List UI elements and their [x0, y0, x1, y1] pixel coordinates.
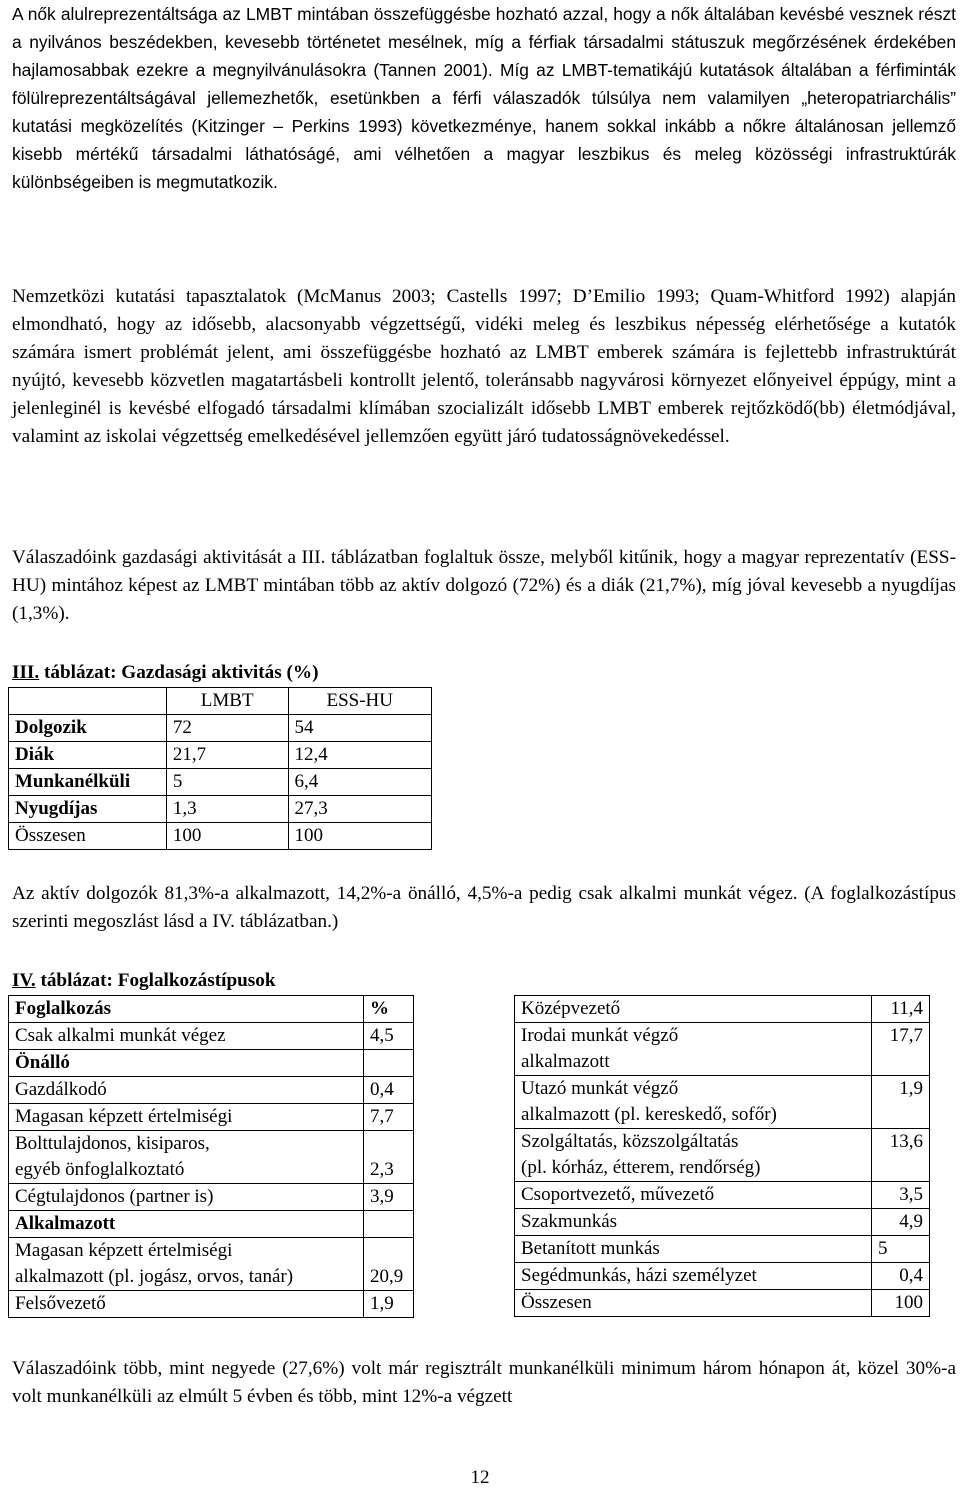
table-cell: 3,9 — [364, 1184, 414, 1211]
table-cell: Dolgozik — [9, 715, 167, 742]
table-row — [515, 996, 930, 1023]
table-cell: Összesen — [9, 823, 167, 850]
table-cell: 5 — [872, 1236, 930, 1263]
page-number: 12 — [470, 1467, 490, 1488]
table3-title — [12, 659, 318, 687]
paragraph-economic-activity: Válaszadóink gazdasági aktivitását a III. táblázatban foglaltuk össze, melyből kitűnik, hogy a magyar reprezentatív (ESS-HU) mintához képest az LMBT mintában több az aktív dolgozó (72%) és a diák (21,7%), míg jóval kevesebb a nyugdíjas (1,3%). — [12, 547, 956, 624]
table4-right — [514, 995, 930, 1317]
table-cell: Cégtulajdonos (partner is) — [9, 1184, 364, 1211]
table-row — [9, 1131, 414, 1184]
table-cell: 20,9 — [364, 1238, 414, 1291]
table-cell: Felsővezető — [9, 1291, 364, 1318]
table-row — [515, 1076, 930, 1129]
table-cell: Nyugdíjas — [9, 796, 167, 823]
table4-title-number: IV. — [12, 970, 36, 991]
paragraph-intro-sentence-b: Míg az LMBT-tematikájú kutatások általában a férfiminták fölülreprezentáltságával jellemezhetők, esetünkben a férfi válaszadók túlsúlya nem valamilyen „heteropatriarchális” kutatási megközelítés (Kitzinger – Perkins 1993) következménye, hanem sokkal inkább a nőkre általánosan jellemző kisebb mértékű társadalmi láthatóságé, ami vélhetően a magyar leszbikus és meleg közösségi infrastruktúrák különbségeiben is megmutatkozik. — [12, 60, 956, 192]
table-row — [515, 1236, 930, 1263]
table-cell: Betanított munkás — [515, 1236, 872, 1263]
table-row — [9, 1077, 414, 1104]
table-cell — [364, 1050, 414, 1077]
table-cell: 1,9 — [872, 1076, 930, 1129]
table-cell: 4,5 — [364, 1023, 414, 1050]
table-cell: Magasan képzett értelmiségi — [9, 1104, 364, 1131]
table-row — [515, 1129, 930, 1182]
table-cell — [515, 1023, 872, 1076]
paragraph-intro-sentence-a: A nők alulreprezentáltsága az LMBT mintában összefüggésbe hozható azzal, hogy a nők általában kevésbé vesznek részt a nyilvános beszédekben, kevesebb történetet mesélnek, míg a férfiak társadalmi státuszuk megőrzésének érdekében hajlamosabbak ezekre a megnyilvánulásokra (Tannen 2001). — [12, 4, 956, 80]
table-cell: 100 — [872, 1290, 930, 1317]
cell-line: alkalmazott (pl. jogász, orvos, tanár) — [15, 1266, 294, 1287]
table-cell: 27,3 — [288, 796, 432, 823]
cell-line: Utazó munkát végző — [521, 1078, 679, 1099]
paragraph-unemployment: Válaszadóink több, mint negyede (27,6%) volt már regisztrált munkanélküli minimum három hónapon át, közel 30%-a volt munkanélküli az elmúlt 5 évben és több, mint 12%-a végzett — [12, 1358, 956, 1407]
cell-line: (pl. kórház, étterem, rendőrség) — [521, 1157, 761, 1178]
table-cell: 12,4 — [288, 742, 432, 769]
table-cell: 3,5 — [872, 1182, 930, 1209]
table-row — [9, 742, 432, 769]
table-cell: 1,3 — [166, 796, 288, 823]
table-cell — [364, 1211, 414, 1238]
paragraph-active-workers: Az aktív dolgozók 81,3%-a alkalmazott, 14,2%-a önálló, 4,5%-a pedig csak alkalmi munkát végez. (A foglalkozástípus szerinti megoszlást lásd a IV. táblázatban.) — [12, 883, 956, 932]
table-header-cell: % — [364, 996, 414, 1023]
table-row — [9, 1104, 414, 1131]
table-row — [9, 715, 432, 742]
paragraph-intro — [12, 0, 956, 252]
cell-line: alkalmazott — [521, 1051, 610, 1072]
cell-line: egyéb önfoglalkoztató — [15, 1159, 185, 1180]
table-header-cell: Foglalkozás — [9, 996, 364, 1023]
cell-line: Bolttulajdonos, kisiparos, — [15, 1133, 210, 1154]
table-cell: 6,4 — [288, 769, 432, 796]
table-cell: 11,4 — [872, 996, 930, 1023]
table4-title — [12, 967, 276, 995]
table-cell: Alkalmazott — [9, 1211, 364, 1238]
table-row — [515, 1023, 930, 1076]
table-row — [515, 1290, 930, 1317]
table-row — [9, 1184, 414, 1211]
table-cell: 5 — [166, 769, 288, 796]
table-row — [9, 1211, 414, 1238]
table-cell — [9, 1131, 364, 1184]
table-cell: 2,3 — [364, 1131, 414, 1184]
table-row — [9, 796, 432, 823]
table-cell: 21,7 — [166, 742, 288, 769]
table-row — [9, 1291, 414, 1318]
table-cell: Összesen — [515, 1290, 872, 1317]
table-row — [9, 688, 432, 715]
table3 — [8, 687, 432, 850]
table-row — [9, 769, 432, 796]
table-cell: Középvezető — [515, 996, 872, 1023]
table-row — [9, 823, 432, 850]
table-row — [9, 1050, 414, 1077]
table-cell: 17,7 — [872, 1023, 930, 1076]
table-row — [515, 1263, 930, 1290]
table-header-cell: LMBT — [166, 688, 288, 715]
table-cell: 13,6 — [872, 1129, 930, 1182]
table-cell: 100 — [166, 823, 288, 850]
table-cell: 1,9 — [364, 1291, 414, 1318]
table-cell: 0,4 — [364, 1077, 414, 1104]
table-cell: Szakmunkás — [515, 1209, 872, 1236]
table-cell: 7,7 — [364, 1104, 414, 1131]
table-cell: Munkanélküli — [9, 769, 167, 796]
table-cell: Segédmunkás, házi személyzet — [515, 1263, 872, 1290]
table4-left — [8, 995, 414, 1318]
table-cell: 0,4 — [872, 1263, 930, 1290]
table-cell: 4,9 — [872, 1209, 930, 1236]
cell-line: Irodai munkát végző — [521, 1025, 679, 1046]
table-cell: 100 — [288, 823, 432, 850]
table-cell: 72 — [166, 715, 288, 742]
table-row — [9, 996, 414, 1023]
table3-title-number: III. — [12, 662, 40, 683]
table-cell — [515, 1076, 872, 1129]
cell-line: Magasan képzett értelmiségi — [15, 1240, 233, 1261]
table-cell: 54 — [288, 715, 432, 742]
table3-title-text: táblázat: Gazdasági aktivitás (%) — [39, 662, 319, 683]
table-cell: Gazdálkodó — [9, 1077, 364, 1104]
table-row — [9, 1238, 414, 1291]
table-cell — [515, 1129, 872, 1182]
paragraph-international: Nemzetközi kutatási tapasztalatok (McManus 2003; Castells 1997; D’Emilio 1993; Quam-Whitford 1992) alapján elmondható, hogy az idősebb, alacsonyabb végzettségű, vidéki meleg és leszbikus népesség elérhetősége a kutatók számára ismert problémát jelent, ami összefüggésbe hozható az LMBT emberek számára is fejlettebb infrastruktúrát nyújtó, kevesebb közvetlen magatartásbeli kontrollt jelentő, toleránsabb nagyvárosi környezet előnyeivel éppúgy, mint a jelenleginél is kevésbé elfogadó társadalmi klímában szocializált idősebb LMBT emberek rejtőzködő(bb) életmódjával, valamint az iskolai végzettség emelkedésével jellemzően együtt járó tudatosságnövekedéssel. — [12, 286, 956, 447]
table-cell: Csoportvezető, művezető — [515, 1182, 872, 1209]
table-header-cell: ESS-HU — [288, 688, 432, 715]
cell-line: alkalmazott (pl. kereskedő, sofőr) — [521, 1104, 777, 1125]
cell-line: Szolgáltatás, közszolgáltatás — [521, 1131, 739, 1152]
table-row — [515, 1209, 930, 1236]
table-cell: Diák — [9, 742, 167, 769]
table4-title-text: táblázat: Foglalkozástípusok — [35, 970, 276, 991]
table-cell: Önálló — [9, 1050, 364, 1077]
table-cell — [9, 1238, 364, 1291]
table-cell — [9, 688, 167, 715]
table-row — [9, 1023, 414, 1050]
table-cell: Csak alkalmi munkát végez — [9, 1023, 364, 1050]
table-row — [515, 1182, 930, 1209]
